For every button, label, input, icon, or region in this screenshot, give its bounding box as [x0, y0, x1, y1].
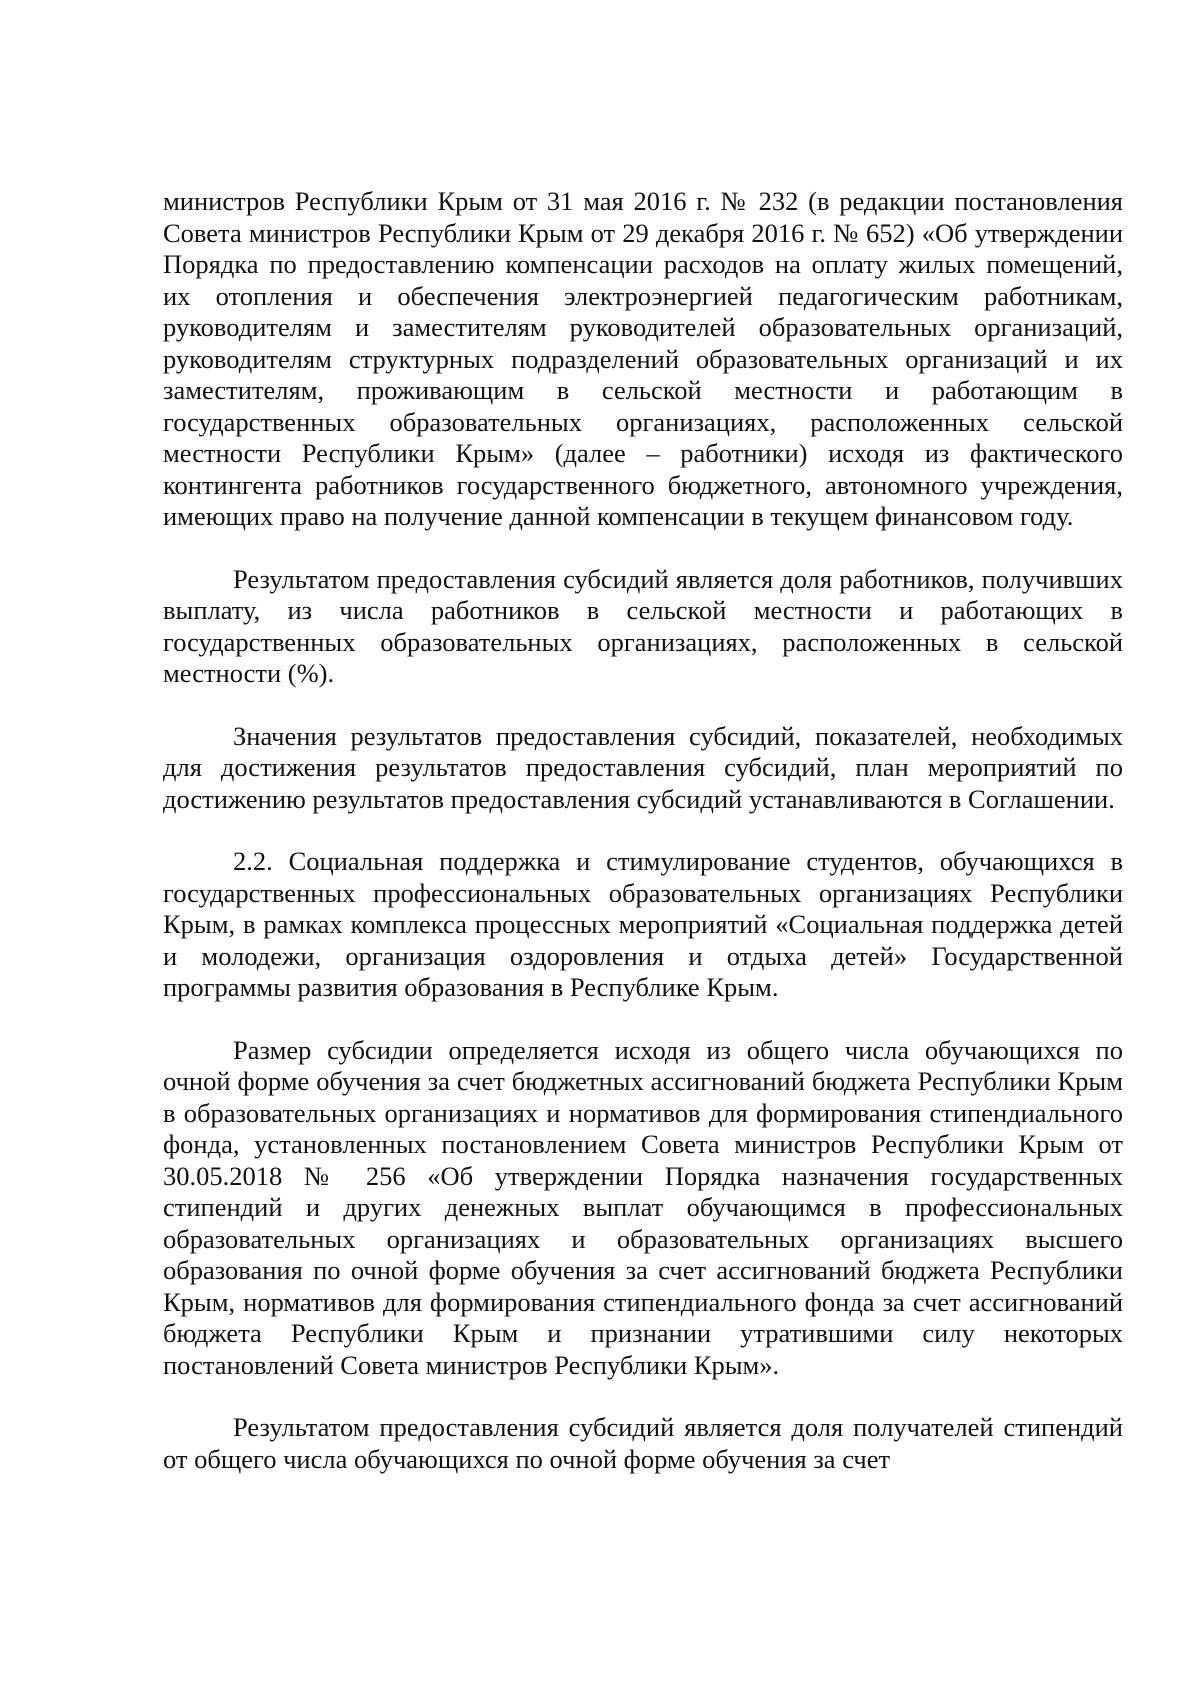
paragraph-result-workers: Результатом предоставления субсидий является доля работников, получивших выплату, из числа работников в сельской местности и работающих в государственных образовательных организациях, расположенных в сельской местности (%). [163, 563, 1123, 688]
document-body [163, 186, 1123, 1475]
paragraph-result-stipends: Результатом предоставления субсидий является доля получателей стипендий от общего числа обучающихся по очной форме обучения за счет [163, 1412, 1123, 1474]
paragraph-section-2-2: 2.2. Социальная поддержка и стимулирование студентов, обучающихся в государственных профессиональных образовательных организациях Республики Крым, в рамках комплекса процессных мероприятий «Социальная поддержка детей и молодежи, организация оздоровления и отдыха детей» Государственной программы развития образования в Республике Крым. [163, 846, 1123, 1002]
paragraph-subsidy-size: Размер субсидии определяется исходя из общего числа обучающихся по очной форме обучения за счет бюджетных ассигнований бюджета Республики Крым в образовательных организациях и нормативов для формирования стипендиального фонда, установленных постановлением Совета министров Республики Крым от 30.05.2018 № 256 «Об утверждении Порядка назначения государственных стипендий и других денежных выплат обучающимся в профессиональных образовательных организациях и образовательных организациях высшего образования по очной форме обучения за счет ассигнований бюджета Республики Крым, нормативов для формирования стипендиального фонда за счет ассигнований бюджета Республики Крым и признании утратившими силу некоторых постановлений Совета министров Республики Крым». [163, 1034, 1123, 1380]
paragraph-continuation: министров Республики Крым от 31 мая 2016 г. № 232 (в редакции постановления Совета министров Республики Крым от 29 декабря 2016 г. № 652) «Об утверждении Порядка по предоставлению компенсации расходов на оплату жилых помещений, их отопления и обеспечения электроэнергией педагогическим работникам, руководителям и заместителям руководителей образовательных организаций, руководителям структурных подразделений образовательных организаций и их заместителям, проживающим в сельской местности и работающим в государственных образовательных организациях, расположенных сельской местности Республики Крым» (далее – работники) исходя из фактического контингента работников государственного бюджетного, автономного учреждения, имеющих право на получение данной компенсации в текущем финансовом году. [163, 186, 1123, 531]
paragraph-result-values: Значения результатов предоставления субсидий, показателей, необходимых для достижения результатов предоставления субсидий, план мероприятий по достижению результатов предоставления субсидий устанавливаются в Соглашении. [163, 720, 1123, 814]
